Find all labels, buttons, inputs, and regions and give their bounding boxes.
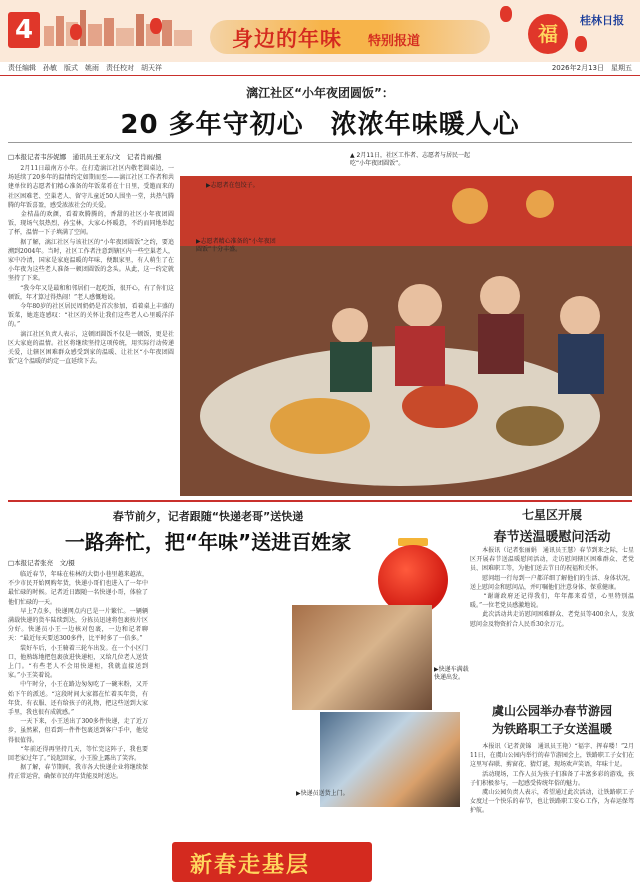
story4-head2: 为铁路职工子女送温暖: [491, 722, 612, 736]
story2-body: 临近春节，年味在桂林的大街小巷里越来越浓，不少市民开始网购年货，快递小哥们也进入了一年中最忙碌的时候。记者近日跟随一名快递小哥，体验了他们忙碌的一天。 早上7点多，快递网点内已是一片繁忙。一辆辆满载快递的货车陆续到达，分拣员迅速将包裹按片区分好。快递员小王一边核对包裹，一边和记者聊天：“最近每天要送300多件，比平时多了一倍多。” 装好车后，小王骑着三轮车出发。在一个小区门口，他熟练地把包裹放进快递柜，又给几位老人送货上门。“有些老人不会用快递柜，我就直接送到家。”小王笑着说。 中午时分，小王在路边匆匆吃了一碗米粉，又开始下午的派送。“这段时间大家都在忙着买年货，有年货、有衣服、还有给孩子的礼物，把这些送到大家手里，我也很有成就感。” 一天下来，小王送出了300多件快递，走了近万步，虽然累，但看到一件件包裹送到客户手中，他觉得很值得。 “年前还得再坚持几天，等忙完这阵子，我也要回老家过年了。”说起回家，小王脸上露出了笑容。 据了解，春节期间，我市各大快递企业将继续保持正常运营，确保市民的年货能及时送达。: [8, 571, 148, 781]
lantern-icon: [500, 6, 512, 22]
fu-badge: 福: [528, 14, 568, 54]
story3-body: 本报讯（记者张丽娟 通讯员王慧）春节到来之际，七星区开展春节送温暖慰问活动，走访慰问辖区困难群众、老党员、困难职工等，为他们送去节日的祝福和关怀。 慰问组一行每到一户都详细了解他们的生活、身体状况，送上慰问金和慰问品，并叮嘱他们注意身体、保重健康。 “谢谢政府还记得我们，年年都来看望，心里特别温暖。”一位老党员感激地说。 此次活动共走访慰问困难群众、老党员等400余人，发放慰问金及物资折合人民币30余万元。: [470, 547, 634, 628]
story1-caption-a: ▶志愿者在包饺子。: [206, 182, 259, 189]
editor-credits: 责任编辑 孙敏 版式 姚雨 责任校对 胡天祥: [8, 64, 162, 72]
story2-body-continued: [152, 558, 288, 838]
masthead: [0, 0, 640, 62]
story1-body: 2月11日最南方小年。在打造漓江社区内敬老圆桌边，一场延续了20多年的温情约定如期而至——漓江社区工作者和共建单位的志愿者们精心准备的年饭菜肴在十日里，受邀而来的社区困难老、空巢老人、留守儿童近50人围坐一堂，共热气腾腾的年饭喜盈，感受浓浓社会的关爱。 金桔晶的欢颜，看着欢腾腾的，香甜的社区小年夜团圆饭，现场气氛热烈，孙宝林，大家心怀暖意，不约而同地举起了杯，温情一下子填满了空间。 据了解，漓江社区与该社区的“小年夜团圆饭”之约，要追溯到2004年。当时，社区工作者注意到辖区内一些空巢老人，家中冷清，国家是家庭温暖的年味，便跟家里，有人萌生了在小年夜为这些老人准备一顿团圆饭的念头。从此，这一约定就坚持了下来。 “我今年又是最和和邻居们一起吃饭，很开心，有了你们这顿饭，年才算过得热闹！”老人感慨地说。 今年80岁的社区居民周奶奶是首次参加，看着桌上丰盛的饭菜，她连连感叹：“社区的关怀让我们这些老人心里暖洋洋的。” 漓江社区负责人表示，这顿团圆饭不仅是一顿饭，更是社区大家庭的温情。社区将继续坚持这项传统，用实际行动传递关爱，让辖区困难群众感受到家的温暖、让社区“小年夜团圆饭”这个温暖的约定一直延续下去。: [8, 165, 174, 366]
lantern-icon: [70, 24, 82, 40]
section-title: 身边的年味: [232, 27, 342, 51]
section-divider: [8, 500, 632, 502]
info-bar: [0, 62, 640, 76]
story2-byline: □本报记者张亮 文/摄: [8, 559, 75, 567]
story2-headline: 一路奔忙，把“年味”送进百姓家: [64, 530, 352, 554]
story2-caption-a: ▶快递车满载快递出发。: [434, 666, 469, 681]
story4-head1: 虞山公园举办春节游园: [491, 704, 612, 718]
story2-kicker: 春节前夕，记者跟随“快递老哥”送快递: [112, 510, 304, 523]
story3-head1: 七星区开展: [521, 508, 582, 522]
story1-kicker: 漓江社区“小年夜团圆饭”：: [246, 86, 394, 100]
story1-main-photo: [180, 176, 632, 496]
story3-head2: 春节送温暖慰问活动: [493, 530, 611, 545]
page-number: 4: [8, 12, 40, 48]
story1-headline: 20 多年守初心 浓浓年味暖人心: [120, 110, 520, 140]
story1-main-caption: ▲ 2月11日，社区工作者、志愿者与居民一起吃“小年夜团圆饭”。: [350, 152, 470, 167]
divider: [8, 142, 632, 143]
city-skyline-graphic: [44, 6, 194, 46]
story2-photo-a: [292, 605, 432, 710]
story1-caption-b: ▶志愿者精心准备的“小年夜团圆饭”十分丰盛。: [196, 238, 276, 253]
dinner-scene-image: [180, 176, 632, 496]
section-subtitle: 特别报道: [368, 34, 421, 49]
story2-caption-b: ▶快递员送货上门。: [296, 790, 349, 797]
story1-byline: □本报记者韦莎妮娜 通讯员王亚东/文 记者肖雨/摄: [8, 153, 162, 161]
lantern-icon: [150, 18, 162, 34]
issue-date: 2026年2月13日 星期五: [551, 64, 632, 72]
footer-banner-text: 新春走基层: [190, 853, 311, 878]
lantern-icon: [575, 36, 587, 52]
paper-logo: 桂林日报: [580, 14, 624, 27]
story4-body: 本报讯（记者黄锦 通讯员王艳）“福字、挥春喽！”2月11日，在虞山公园内举行的春节游园会上，铁路职工子女们在这里写春联、剪窗花、猜灯谜，现场欢声笑语，年味十足。 活动现场，工作人员为孩子们准备了丰富多彩的游戏，孩子们积极参与，一起感受传统年俗的魅力。 虞山公园负责人表示，希望通过此次活动，让铁路职工子女度过一个快乐的春节，也让铁路职工安心工作，为春运保驾护航。: [470, 743, 634, 815]
